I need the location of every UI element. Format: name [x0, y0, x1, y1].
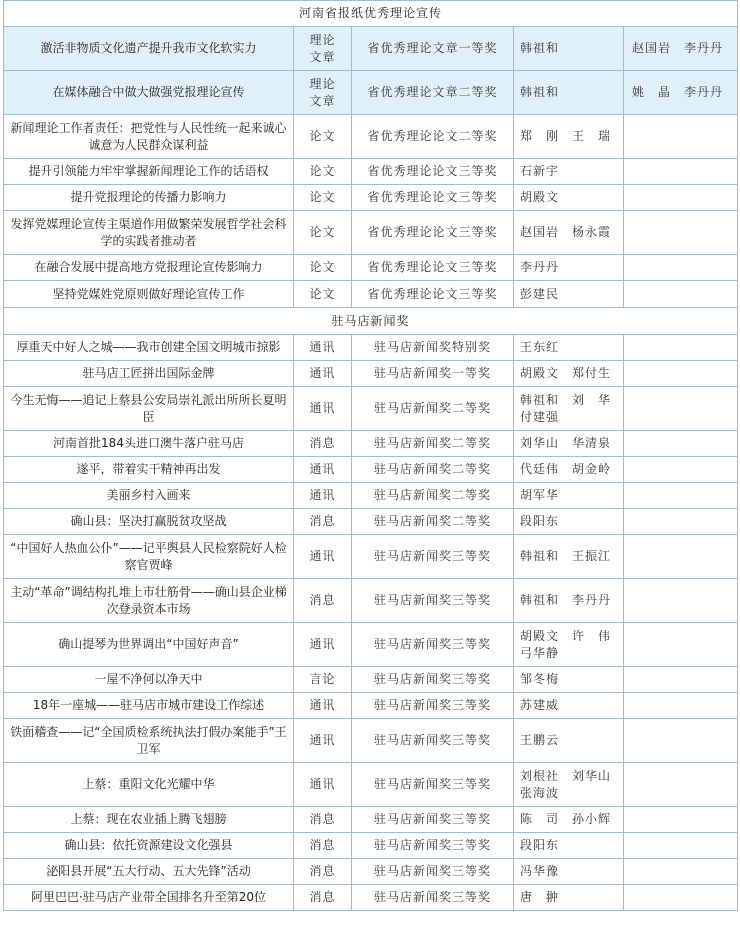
editor-cell [624, 833, 738, 859]
article-title-cell: 上蔡：现在农业插上腾飞翅膀 [4, 807, 294, 833]
article-title-cell: 确山提琴为世界调出“中国好声音” [4, 623, 294, 667]
article-type-cell: 消息 [294, 509, 352, 535]
editor-cell [624, 807, 738, 833]
editor-cell [624, 361, 738, 387]
article-title-cell: 提升引领能力牢牢掌握新闻理论工作的话语权 [4, 159, 294, 185]
award-level-cell: 驻马店新闻奖三等奖 [352, 579, 514, 623]
article-type-cell: 消息 [294, 885, 352, 911]
table-row [4, 185, 738, 211]
table-row [4, 579, 738, 623]
article-type-cell: 消息 [294, 431, 352, 457]
article-title-cell: 18年一座城——驻马店市城市建设工作综述 [4, 693, 294, 719]
table-row [4, 457, 738, 483]
award-level-cell: 驻马店新闻奖三等奖 [352, 667, 514, 693]
editor-cell [624, 281, 738, 308]
article-title-cell: 阿里巴巴·驻马店产业带全国排名升至第20位 [4, 885, 294, 911]
article-title-cell: 确山县：依托资源建设文化强县 [4, 833, 294, 859]
article-type-cell: 理论 文章 [294, 27, 352, 71]
award-level-cell: 省优秀理论文章一等奖 [352, 27, 514, 71]
author-cell: 陈 司 孙小辉 [514, 807, 624, 833]
table-row [4, 387, 738, 431]
author-cell: 苏建威 [514, 693, 624, 719]
table-row [4, 667, 738, 693]
editor-cell [624, 483, 738, 509]
article-type-cell: 通讯 [294, 763, 352, 807]
table-row [4, 885, 738, 911]
award-level-cell: 驻马店新闻奖三等奖 [352, 833, 514, 859]
author-cell: 段阳东 [514, 833, 624, 859]
article-type-cell: 消息 [294, 579, 352, 623]
article-title-cell: 今生无悔——追记上蔡县公安局崇礼派出所所长夏明臣 [4, 387, 294, 431]
author-cell: 韩祖和 [514, 27, 624, 71]
article-type-cell: 通讯 [294, 335, 352, 361]
article-type-cell: 论文 [294, 281, 352, 308]
author-cell: 胡殿文 郑付生 [514, 361, 624, 387]
editor-cell [624, 335, 738, 361]
award-level-cell: 驻马店新闻奖三等奖 [352, 623, 514, 667]
award-level-cell: 驻马店新闻奖三等奖 [352, 719, 514, 763]
article-title-cell: 驻马店工匠拼出国际金牌 [4, 361, 294, 387]
author-cell: 韩祖和 王振江 [514, 535, 624, 579]
table-row [4, 27, 738, 71]
editor-cell [624, 255, 738, 281]
article-type-cell: 理论 文章 [294, 71, 352, 115]
award-level-cell: 驻马店新闻奖特别奖 [352, 335, 514, 361]
article-title-cell: 确山县：坚决打赢脱贫攻坚战 [4, 509, 294, 535]
article-title-cell: 在融合发展中提高地方党报理论宣传影响力 [4, 255, 294, 281]
article-title-cell: 新闻理论工作者责任：把党性与人民性统一起来诚心诚意为人民群众谋利益 [4, 115, 294, 159]
award-level-cell: 驻马店新闻奖三等奖 [352, 859, 514, 885]
table-row [4, 763, 738, 807]
award-level-cell: 省优秀理论论文二等奖 [352, 115, 514, 159]
section-header-row [4, 1, 738, 27]
article-title-cell: 提升党报理论的传播力影响力 [4, 185, 294, 211]
article-title-cell: 美丽乡村入画来 [4, 483, 294, 509]
editor-cell [624, 211, 738, 255]
editor-cell [624, 859, 738, 885]
award-level-cell: 驻马店新闻奖二等奖 [352, 457, 514, 483]
table-row [4, 509, 738, 535]
author-cell: 韩祖和 刘 华 付建强 [514, 387, 624, 431]
editor-cell [624, 185, 738, 211]
article-type-cell: 通讯 [294, 483, 352, 509]
award-table [3, 0, 738, 911]
article-type-cell: 消息 [294, 807, 352, 833]
article-type-cell: 消息 [294, 859, 352, 885]
author-cell: 胡军华 [514, 483, 624, 509]
award-level-cell: 驻马店新闻奖三等奖 [352, 763, 514, 807]
article-title-cell: 上蔡：重阳文化光耀中华 [4, 763, 294, 807]
editor-cell [624, 667, 738, 693]
article-type-cell: 论文 [294, 159, 352, 185]
award-level-cell: 省优秀理论论文三等奖 [352, 159, 514, 185]
section-title: 驻马店新闻奖 [4, 308, 738, 335]
editor-cell [624, 159, 738, 185]
editor-cell [624, 623, 738, 667]
article-title-cell: 遂平，带着实干精神再出发 [4, 457, 294, 483]
author-cell: 韩祖和 [514, 71, 624, 115]
editor-cell [624, 387, 738, 431]
table-row [4, 859, 738, 885]
award-level-cell: 驻马店新闻奖三等奖 [352, 535, 514, 579]
table-row [4, 361, 738, 387]
author-cell: 彭建民 [514, 281, 624, 308]
table-row [4, 807, 738, 833]
article-type-cell: 通讯 [294, 387, 352, 431]
author-cell: 胡殿文 [514, 185, 624, 211]
author-cell: 赵国岩 杨永霞 [514, 211, 624, 255]
table-row [4, 115, 738, 159]
author-cell: 胡殿文 许 伟 弓华静 [514, 623, 624, 667]
article-title-cell: 发挥党媒理论宣传主渠道作用做繁荣发展哲学社会科学的实践者推动者 [4, 211, 294, 255]
table-row [4, 211, 738, 255]
article-title-cell: 厚重天中好人之城——我市创建全国文明城市掠影 [4, 335, 294, 361]
table-row [4, 833, 738, 859]
article-type-cell: 通讯 [294, 693, 352, 719]
editor-cell [624, 719, 738, 763]
editor-cell [624, 431, 738, 457]
article-type-cell: 论文 [294, 115, 352, 159]
award-level-cell: 驻马店新闻奖二等奖 [352, 431, 514, 457]
article-title-cell: 在媒体融合中做大做强党报理论宣传 [4, 71, 294, 115]
article-type-cell: 通讯 [294, 361, 352, 387]
article-title-cell: 坚持党媒姓党原则做好理论宣传工作 [4, 281, 294, 308]
award-level-cell: 省优秀理论论文三等奖 [352, 255, 514, 281]
author-cell: 郑 刚 王 瑞 [514, 115, 624, 159]
editor-cell [624, 763, 738, 807]
table-row [4, 431, 738, 457]
author-cell: 王鹏云 [514, 719, 624, 763]
author-cell: 邹冬梅 [514, 667, 624, 693]
award-level-cell: 省优秀理论论文三等奖 [352, 185, 514, 211]
table-row [4, 71, 738, 115]
editor-cell [624, 115, 738, 159]
table-row [4, 623, 738, 667]
award-level-cell: 驻马店新闻奖三等奖 [352, 885, 514, 911]
award-level-cell: 驻马店新闻奖三等奖 [352, 807, 514, 833]
author-cell: 唐 翀 [514, 885, 624, 911]
article-type-cell: 通讯 [294, 535, 352, 579]
editor-cell: 姚 晶 李丹丹 [624, 71, 738, 115]
author-cell: 刘根社 刘华山 张海波 [514, 763, 624, 807]
article-title-cell: 主动“革命”调结构扎堆上市壮筋骨——确山县企业梯次登录资本市场 [4, 579, 294, 623]
award-level-cell: 省优秀理论文章二等奖 [352, 71, 514, 115]
author-cell: 石新宇 [514, 159, 624, 185]
article-title-cell: 泌阳县开展“五大行动、五大先锋”活动 [4, 859, 294, 885]
editor-cell [624, 693, 738, 719]
table-row [4, 719, 738, 763]
award-level-cell: 省优秀理论论文三等奖 [352, 281, 514, 308]
table-row [4, 335, 738, 361]
editor-cell [624, 535, 738, 579]
editor-cell [624, 509, 738, 535]
table-row [4, 159, 738, 185]
section-header-row [4, 308, 738, 335]
section-title: 河南省报纸优秀理论宣传 [4, 1, 738, 27]
award-level-cell: 驻马店新闻奖二等奖 [352, 483, 514, 509]
table-row [4, 535, 738, 579]
table-row [4, 483, 738, 509]
article-type-cell: 论文 [294, 255, 352, 281]
editor-cell [624, 885, 738, 911]
award-level-cell: 省优秀理论论文三等奖 [352, 211, 514, 255]
award-level-cell: 驻马店新闻奖二等奖 [352, 509, 514, 535]
table-row [4, 281, 738, 308]
article-type-cell: 言论 [294, 667, 352, 693]
author-cell: 刘华山 华清泉 [514, 431, 624, 457]
author-cell: 冯华豫 [514, 859, 624, 885]
article-type-cell: 通讯 [294, 623, 352, 667]
award-level-cell: 驻马店新闻奖一等奖 [352, 361, 514, 387]
editor-cell: 赵国岩 李丹丹 [624, 27, 738, 71]
author-cell: 韩祖和 李丹丹 [514, 579, 624, 623]
article-type-cell: 论文 [294, 185, 352, 211]
article-title-cell: 河南首批184头进口澳牛落户驻马店 [4, 431, 294, 457]
article-type-cell: 论文 [294, 211, 352, 255]
author-cell: 段阳东 [514, 509, 624, 535]
author-cell: 王东红 [514, 335, 624, 361]
article-title-cell: “中国好人热血公仆”——记平舆县人民检察院好人检察官贾峰 [4, 535, 294, 579]
author-cell: 代廷伟 胡金岭 [514, 457, 624, 483]
award-level-cell: 驻马店新闻奖二等奖 [352, 387, 514, 431]
article-title-cell: 铁面稽查——记“全国质检系统执法打假办案能手”王卫军 [4, 719, 294, 763]
table-row [4, 693, 738, 719]
article-title-cell: 一屋不净何以净天中 [4, 667, 294, 693]
table-row [4, 255, 738, 281]
article-type-cell: 通讯 [294, 457, 352, 483]
article-type-cell: 通讯 [294, 719, 352, 763]
editor-cell [624, 579, 738, 623]
author-cell: 李丹丹 [514, 255, 624, 281]
award-table-body [4, 1, 738, 911]
editor-cell [624, 457, 738, 483]
article-title-cell: 激活非物质文化遗产提升我市文化软实力 [4, 27, 294, 71]
article-type-cell: 消息 [294, 833, 352, 859]
award-level-cell: 驻马店新闻奖三等奖 [352, 693, 514, 719]
